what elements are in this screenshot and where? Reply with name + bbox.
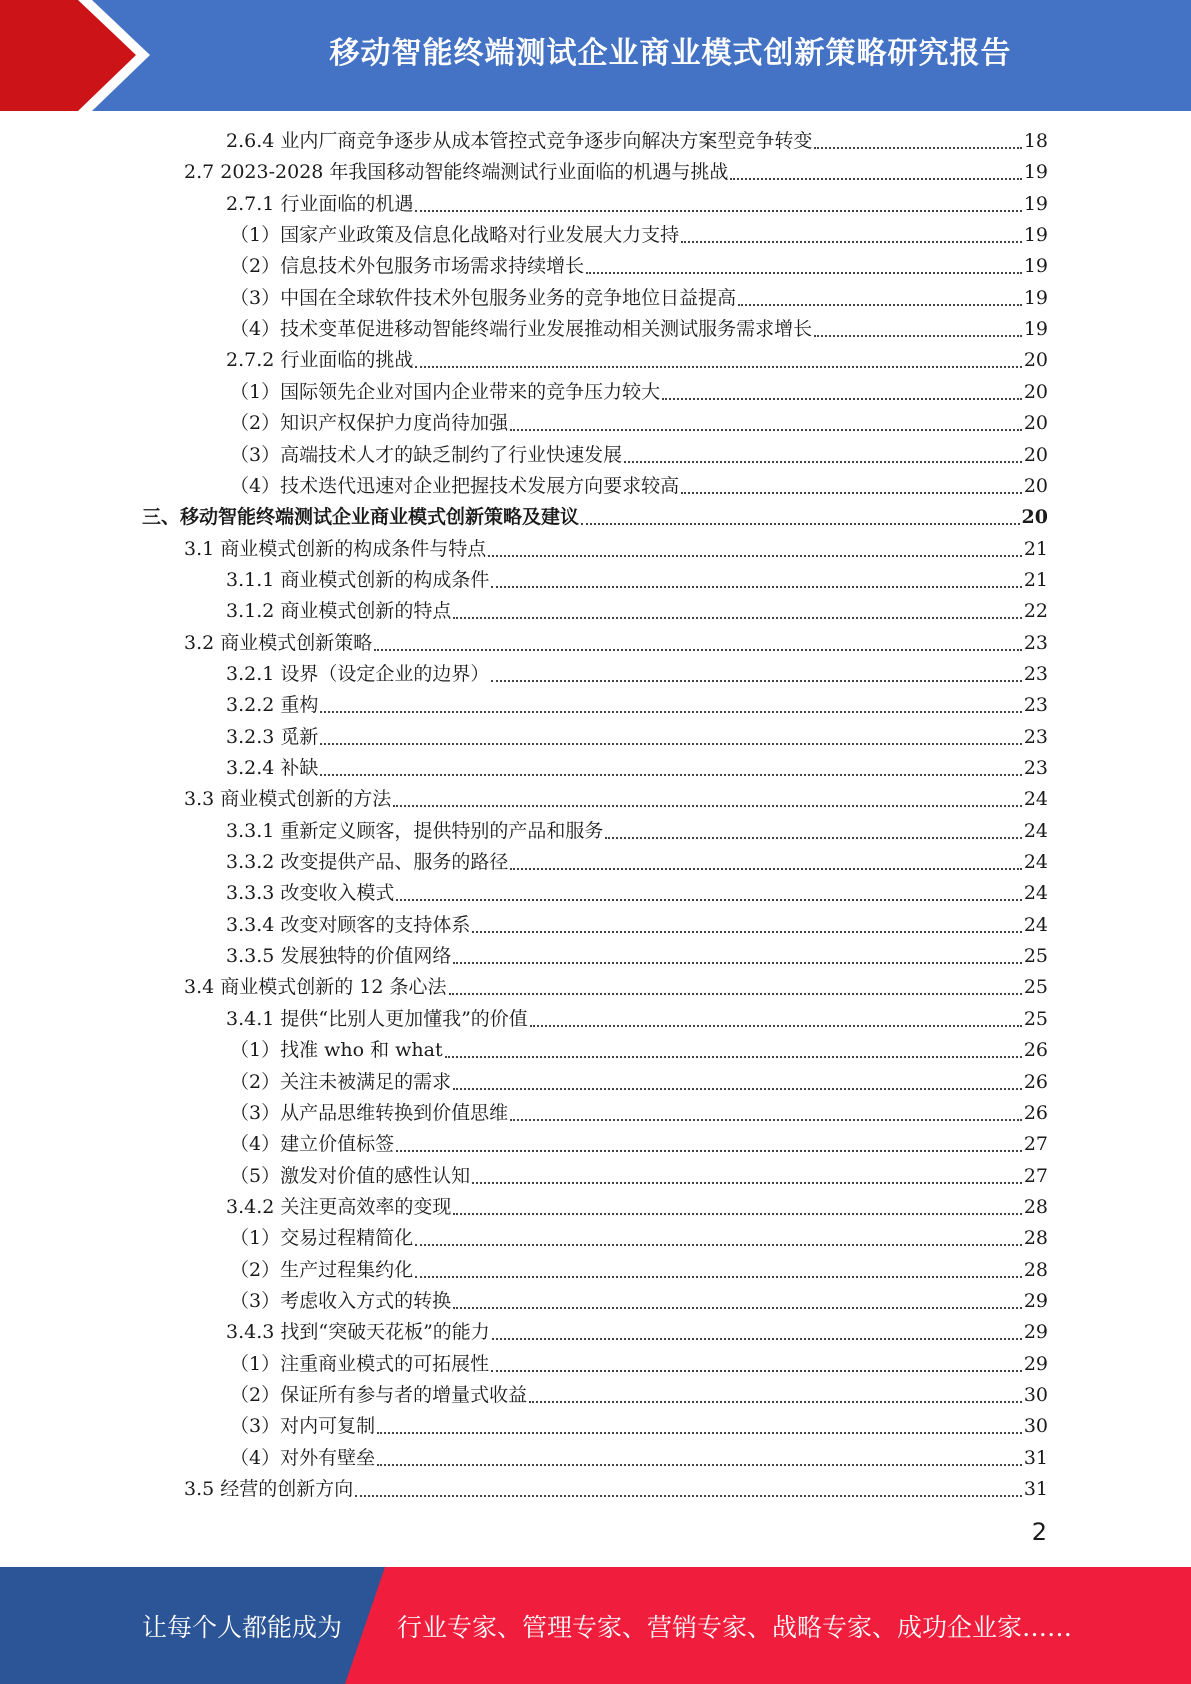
toc-entry-page: 19 [1023, 318, 1048, 341]
toc-entry[interactable] [230, 1035, 1048, 1066]
toc-entry-page: 23 [1023, 725, 1048, 748]
toc-leader-dots [415, 366, 1021, 368]
toc-entry[interactable] [226, 659, 1048, 690]
toc-entry[interactable] [142, 502, 1048, 533]
toc-leader-dots [453, 1088, 1022, 1090]
toc-entry[interactable] [226, 910, 1048, 941]
toc-leader-dots [415, 1276, 1022, 1278]
toc-entry-label: （4）技术变革促进移动智能终端行业发展推动相关测试服务需求增长 [230, 318, 813, 341]
toc-entry-page: 29 [1023, 1352, 1048, 1375]
toc-entry-label: 2.7.2 行业面临的挑战 [226, 349, 414, 372]
toc-entry[interactable] [230, 1223, 1048, 1254]
toc-leader-dots [510, 1119, 1022, 1121]
toc-entry-label: 3.3.4 改变对顾客的支持体系 [226, 913, 471, 936]
toc-entry-page: 20 [1023, 474, 1048, 497]
toc-entry[interactable] [230, 1161, 1048, 1192]
page-number: 2 [1031, 1518, 1047, 1546]
toc-entry-label: 3.3.3 改变收入模式 [226, 882, 395, 905]
toc-leader-dots [320, 711, 1021, 713]
toc-entry-label: 3.4.1 提供“比别人更加懂我”的价值 [226, 1007, 528, 1030]
toc-leader-dots [445, 1056, 1022, 1058]
toc-leader-dots [491, 680, 1021, 682]
toc-entry[interactable] [230, 1411, 1048, 1442]
toc-entry-page: 25 [1023, 945, 1048, 968]
toc-leader-dots [453, 962, 1021, 964]
toc-entry-label: 三、移动智能终端测试企业商业模式创新策略及建议 [142, 506, 580, 529]
toc-entry[interactable] [226, 878, 1048, 909]
toc-leader-dots [355, 1495, 1022, 1497]
footer-slogan-left: 让每个人都能成为 [142, 1612, 343, 1642]
toc-leader-dots [738, 304, 1022, 306]
toc-entry-page: 23 [1023, 757, 1048, 779]
toc-entry[interactable] [230, 1098, 1048, 1129]
toc-entry[interactable] [230, 471, 1048, 502]
toc-entry-page: 27 [1023, 1164, 1048, 1187]
toc-entry-label: 3.3.1 重新定义顾客，提供特别的产品和服务 [226, 819, 604, 842]
toc-entry[interactable] [230, 220, 1048, 251]
toc-entry-label: 3.4 商业模式创新的 12 条心法 [184, 976, 447, 999]
toc-entry-label: 3.4.3 找到“突破天花板”的能力 [226, 1321, 490, 1344]
toc-entry-label: （4）对外有壁垒 [230, 1446, 376, 1469]
toc-entry-label: （3）从产品思维转换到价值思维 [230, 1101, 509, 1124]
toc-entry-page: 24 [1023, 788, 1048, 811]
toc-entry-page: 19 [1023, 192, 1048, 215]
toc-entry-label: （1）找准 who 和 what [230, 1039, 443, 1062]
toc-entry[interactable] [230, 1349, 1048, 1380]
toc-entry-page: 18 [1023, 130, 1048, 152]
toc-entry-label: （2）生产过程集约化 [230, 1258, 414, 1281]
toc-leader-dots [377, 1464, 1022, 1466]
toc-entry-page: 24 [1023, 913, 1048, 936]
toc-leader-dots [472, 1182, 1022, 1184]
toc-entry-page: 20 [1023, 443, 1048, 466]
toc-entry[interactable] [230, 251, 1048, 282]
toc-entry-page: 28 [1023, 1195, 1048, 1218]
toc-entry-page: 24 [1023, 819, 1048, 842]
toc-entry[interactable] [226, 1317, 1048, 1348]
toc-entry-page: 25 [1023, 976, 1048, 999]
toc-entry-label: 3.2.4 补缺 [226, 757, 319, 779]
toc-entry-label: 3.3.2 改变提供产品、服务的路径 [226, 851, 509, 874]
toc-leader-dots [814, 335, 1022, 337]
toc-leader-dots [453, 1213, 1021, 1215]
toc-entry-page: 20 [1023, 380, 1048, 403]
toc-entry-page: 23 [1023, 662, 1048, 685]
toc-entry[interactable] [226, 941, 1048, 972]
toc-entry-label: 3.2.1 设界（设定企业的边界） [226, 662, 490, 685]
toc-entry[interactable] [226, 722, 1048, 753]
toc-entry-page: 24 [1023, 851, 1048, 874]
toc-leader-dots [681, 241, 1022, 243]
toc-entry-label: （3）高端技术人才的缺乏制约了行业快速发展 [230, 443, 623, 466]
toc-entry[interactable] [226, 1192, 1048, 1223]
toc-entry[interactable] [230, 377, 1048, 408]
toc-leader-dots [488, 555, 1022, 557]
toc-leader-dots [530, 1025, 1022, 1027]
toc-entry-page: 19 [1023, 255, 1048, 278]
toc-entry-label: （1）交易过程精简化 [230, 1227, 414, 1250]
toc-entry-label: （2）保证所有参与者的增量式收益 [230, 1384, 528, 1406]
toc-entry-page: 25 [1023, 1007, 1048, 1030]
toc-leader-dots [814, 147, 1021, 149]
toc-leader-dots [396, 1150, 1022, 1152]
toc-entry[interactable] [184, 534, 1048, 565]
header-arrow-icon [0, 0, 140, 111]
toc-entry[interactable] [230, 1255, 1048, 1286]
toc-entry-label: （1）国家产业政策及信息化战略对行业发展大力支持 [230, 224, 680, 247]
toc-entry-page: 23 [1023, 631, 1048, 654]
toc-entry-page: 21 [1023, 568, 1048, 591]
toc-entry[interactable] [226, 690, 1048, 721]
toc-entry-page: 31 [1023, 1446, 1048, 1469]
toc-leader-dots [393, 805, 1022, 807]
toc-entry-label: （3）中国在全球软件技术外包服务业务的竞争地位日益提高 [230, 286, 737, 309]
toc-leader-dots [415, 210, 1021, 212]
toc-entry[interactable] [226, 1004, 1048, 1035]
toc-leader-dots [681, 492, 1022, 494]
toc-entry-label: 2.7 2023-2028 年我国移动智能终端测试行业面临的机遇与挑战 [184, 161, 729, 184]
toc-leader-dots [529, 1401, 1022, 1403]
toc-entry[interactable] [226, 753, 1048, 784]
toc-entry[interactable] [230, 1286, 1048, 1317]
toc-entry-page: 26 [1023, 1070, 1048, 1093]
toc-entry-label: 3.1.2 商业模式创新的特点 [226, 600, 452, 623]
toc-entry-label: （2）信息技术外包服务市场需求持续增长 [230, 255, 585, 278]
toc-entry[interactable] [226, 345, 1048, 376]
toc-entry-page: 30 [1023, 1415, 1048, 1438]
toc-entry[interactable] [184, 1474, 1048, 1505]
toc-entry-label: 3.2 商业模式创新策略 [184, 631, 373, 654]
toc-leader-dots [472, 931, 1021, 933]
toc-entry-page: 28 [1023, 1258, 1048, 1281]
toc-entry-page: 28 [1023, 1227, 1048, 1250]
toc-leader-dots [396, 899, 1021, 901]
toc-leader-dots [586, 272, 1022, 274]
toc-leader-dots [730, 178, 1021, 180]
toc-entry-label: （5）激发对价值的感性认知 [230, 1164, 471, 1187]
page-footer [0, 1567, 1191, 1684]
toc-entry-page: 19 [1023, 161, 1048, 184]
footer-slogan-right: 行业专家、管理专家、营销专家、战略专家、成功企业家…… [397, 1612, 1073, 1642]
toc-entry[interactable] [230, 283, 1048, 314]
toc-entry[interactable] [184, 784, 1048, 815]
toc-entry-page: 29 [1023, 1289, 1048, 1312]
report-title: 移动智能终端测试企业商业模式创新策略研究报告 [329, 36, 1012, 71]
toc-entry[interactable] [230, 314, 1048, 345]
toc-entry-label: 3.2.2 重构 [226, 694, 319, 717]
toc-entry-page: 29 [1023, 1321, 1048, 1344]
toc-entry[interactable] [230, 1443, 1048, 1474]
toc-leader-dots [662, 398, 1022, 400]
toc-entry[interactable] [230, 1067, 1048, 1098]
toc-entry-page: 21 [1023, 537, 1048, 560]
toc-leader-dots [449, 993, 1022, 995]
toc-entry[interactable] [230, 408, 1048, 439]
toc-entry-label: （3）考虑收入方式的转换 [230, 1289, 452, 1312]
toc-entry[interactable] [184, 628, 1048, 659]
page-header [0, 0, 1191, 111]
toc-entry-label: 2.7.1 行业面临的机遇 [226, 192, 414, 215]
toc-entry-page: 19 [1023, 224, 1048, 247]
toc-entry[interactable] [184, 157, 1048, 188]
toc-entry-page: 23 [1023, 694, 1048, 717]
toc-entry-label: 3.1 商业模式创新的构成条件与特点 [184, 537, 487, 560]
toc-entry-page: 31 [1023, 1478, 1048, 1501]
toc-leader-dots [415, 1244, 1022, 1246]
toc-leader-dots [320, 774, 1021, 776]
toc-entry-label: 3.2.3 觅新 [226, 725, 319, 748]
toc-leader-dots [491, 586, 1021, 588]
toc-entry[interactable] [230, 1129, 1048, 1160]
toc-entry-page: 22 [1023, 600, 1048, 623]
toc-leader-dots [510, 429, 1022, 431]
toc-entry[interactable] [184, 972, 1048, 1003]
toc-leader-dots [374, 649, 1022, 651]
toc-entry[interactable] [226, 126, 1048, 157]
toc-entry-page: 30 [1023, 1384, 1048, 1406]
toc-entry-page: 20 [1021, 506, 1048, 529]
toc-entry-label: 3.3 商业模式创新的方法 [184, 788, 392, 811]
toc-entry[interactable] [226, 596, 1048, 627]
toc-entry-page: 19 [1023, 286, 1048, 309]
toc-entry-label: （1）国际领先企业对国内企业带来的竞争压力较大 [230, 380, 661, 403]
toc-leader-dots [453, 617, 1021, 619]
toc-entry-label: （4）建立价值标签 [230, 1133, 395, 1156]
toc-entry-label: （2）知识产权保护力度尚待加强 [230, 412, 509, 435]
toc-entry-label: （2）关注未被满足的需求 [230, 1070, 452, 1093]
toc-entry[interactable] [226, 565, 1048, 596]
toc-leader-dots [320, 743, 1021, 745]
toc-entry-page: 24 [1023, 882, 1048, 905]
toc-entry-label: （3）对内可复制 [230, 1415, 376, 1438]
toc-entry-page: 20 [1023, 349, 1048, 372]
toc-leader-dots [581, 523, 1020, 525]
toc-entry-page: 20 [1023, 412, 1048, 435]
toc-entry-page: 26 [1023, 1101, 1048, 1124]
toc-leader-dots [453, 1307, 1022, 1309]
toc-entry-label: 3.5 经营的创新方向 [184, 1478, 354, 1501]
toc-entry-label: 2.6.4 业内厂商竞争逐步从成本管控式竞争逐步向解决方案型竞争转变 [226, 130, 813, 152]
toc-entry[interactable] [230, 440, 1048, 471]
toc-entry-page: 26 [1023, 1039, 1048, 1062]
toc-leader-dots [605, 837, 1021, 839]
toc-entry-page: 27 [1023, 1133, 1048, 1156]
toc-entry[interactable] [230, 1380, 1048, 1411]
toc-entry[interactable] [226, 816, 1048, 847]
toc-entry-label: 3.1.1 商业模式创新的构成条件 [226, 568, 490, 591]
toc-leader-dots [492, 1338, 1022, 1340]
toc-entry-label: （1）注重商业模式的可拓展性 [230, 1352, 490, 1375]
toc-entry-label: 3.4.2 关注更高效率的变现 [226, 1195, 452, 1218]
toc-entry-label: （4）技术迭代迅速对企业把握技术发展方向要求较高 [230, 474, 680, 497]
toc-entry-label: 3.3.5 发展独特的价值网络 [226, 945, 452, 968]
toc-leader-dots [491, 1370, 1022, 1372]
toc-leader-dots [510, 868, 1021, 870]
toc-leader-dots [624, 461, 1022, 463]
toc-leader-dots [377, 1432, 1022, 1434]
toc-entry[interactable] [226, 189, 1048, 220]
toc-entry[interactable] [226, 847, 1048, 878]
